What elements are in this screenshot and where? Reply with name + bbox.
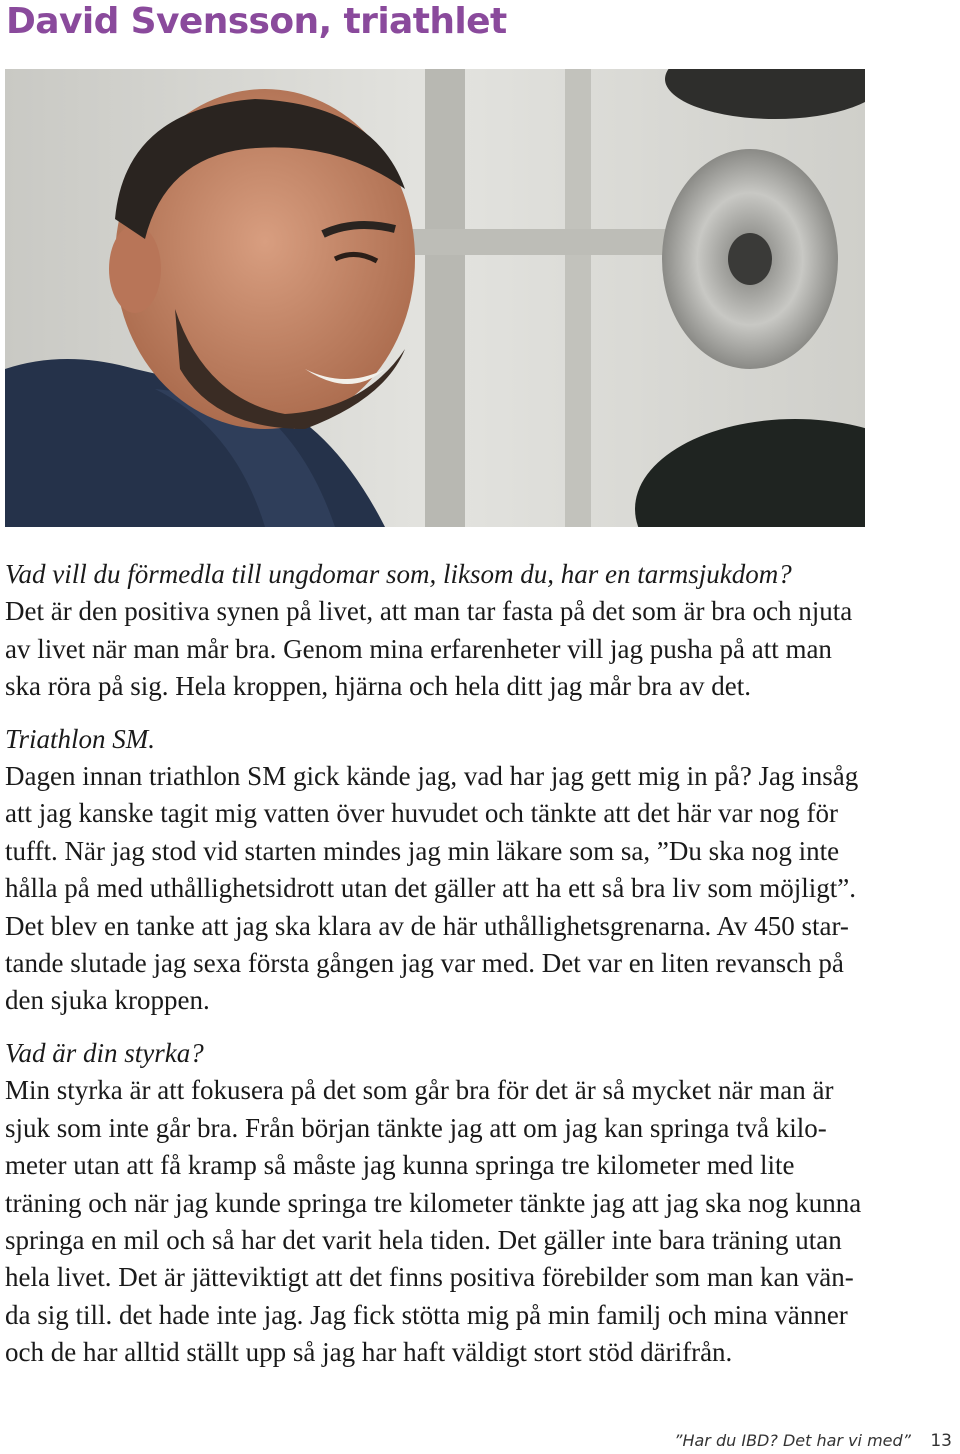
answer-line: meter utan att få kramp så måste jag kunna springa tre kilometer med lite xyxy=(5,1150,795,1181)
answer-line: tufft. När jag stod vid starten mindes jag min läkare som sa, ”Du ska nog inte xyxy=(5,835,840,866)
qa-block-3 xyxy=(5,1035,960,1372)
answer-line: ska röra på sig. Hela kroppen, hjärna och hela ditt jag mår bra av det. xyxy=(5,671,751,702)
page-footer xyxy=(674,1428,952,1454)
answer-line: Min styrka är att fokusera på det som går bra för det är så mycket när man är xyxy=(5,1075,834,1106)
answer-line: och de har alltid ställt upp så jag har haft väldigt stort stöd därifrån. xyxy=(5,1337,733,1368)
answer-line: tande slutade jag sexa första gången jag var med. Det var en liten revansch på xyxy=(5,948,844,979)
answer-line: sjuk som inte går bra. Från början tänkte jag att om jag kan springa två kilo- xyxy=(5,1112,827,1143)
answer-line: att jag kanske tagit mig vatten över huvudet och tänkte att det här var nog för xyxy=(5,798,838,829)
question-heading: Triathlon SM. xyxy=(5,723,156,754)
answer-line: hela livet. Det är jätteviktigt att det finns positiva förebilder som man kan vän- xyxy=(5,1262,854,1293)
question-heading: Vad vill du förmedla till ungdomar som, liksom du, har en tarmsjukdom? xyxy=(5,559,792,589)
answer-line: hålla på med uthållighetsidrott utan det gäller att ha ett så bra liv som möjligt”. xyxy=(5,873,857,904)
answer-line: springa en mil och så har det varit hela tiden. Det gäller inte bara träning utan xyxy=(5,1224,842,1255)
portrait-photo xyxy=(5,69,865,527)
answer-line: av livet när man mår bra. Genom mina erfarenheter vill jag pusha på att man xyxy=(5,633,832,664)
answer-line: Det blev en tanke att jag ska klara av de här uthållighetsgrenarna. Av 450 star- xyxy=(5,910,849,941)
qa-block-2 xyxy=(5,721,960,1020)
answer-line: Det är den positiva synen på livet, att man tar fasta på det som är bra och njuta xyxy=(5,596,853,627)
answer-line: den sjuka kroppen. xyxy=(5,985,210,1016)
footer-tagline: ”Har du IBD? Det har vi med” xyxy=(674,1431,911,1450)
page-number: 13 xyxy=(930,1431,952,1451)
answer-line: da sig till. det hade inte jag. Jag fick stötta mig på min familj och mina vänner xyxy=(5,1299,848,1330)
article-body xyxy=(5,556,960,1387)
answer-line: Dagen innan triathlon SM gick kände jag, vad har jag gett mig in på? Jag insåg xyxy=(5,761,859,792)
question-heading: Vad är din styrka? xyxy=(5,1037,204,1068)
page-title: David Svensson, triathlet xyxy=(6,1,507,42)
qa-block-1 xyxy=(5,556,960,706)
answer-line: träning och när jag kunde springa tre kilometer tänkte jag att jag ska nog kunna xyxy=(5,1187,862,1218)
